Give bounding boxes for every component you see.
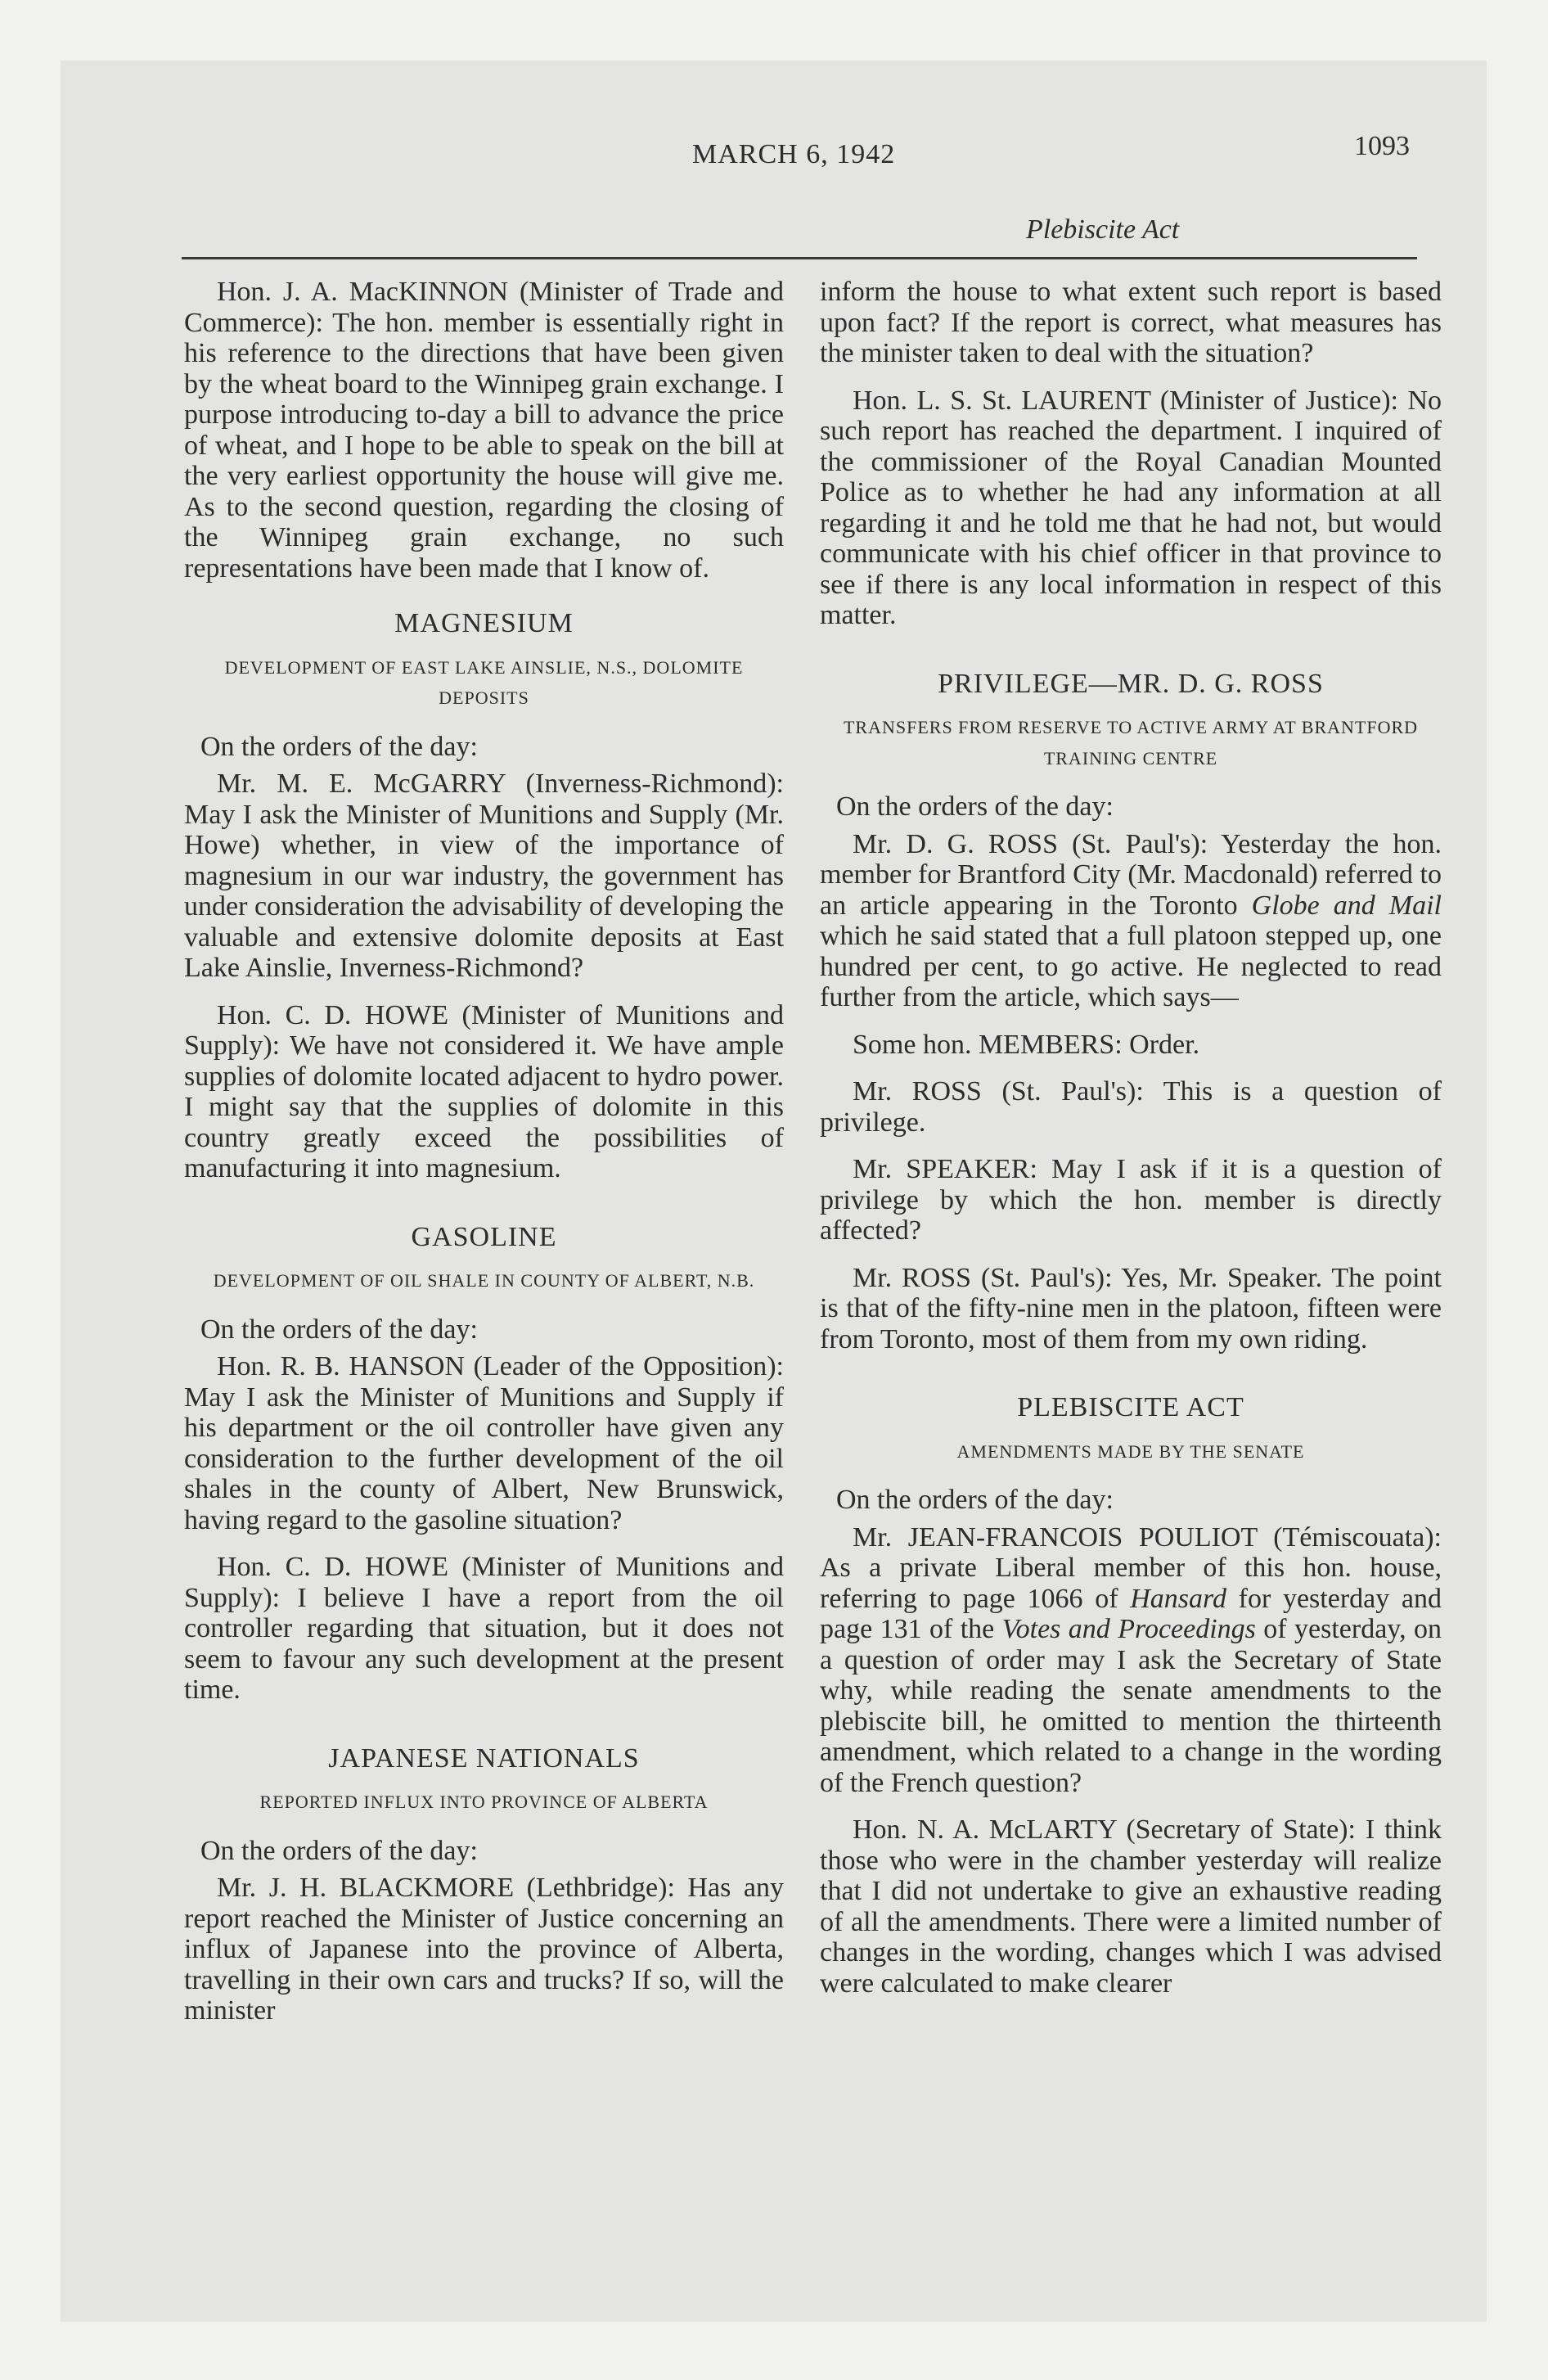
section-title-privilege: PRIVILEGE—MR. D. G. ROSS bbox=[938, 668, 1324, 699]
section-subtitle-plebiscite: AMENDMENTS MADE BY THE SENATE bbox=[956, 1440, 1305, 1462]
section-subtitle-japanese: REPORTED INFLUX INTO PROVINCE OF ALBERTA bbox=[259, 1792, 709, 1812]
hanson-question: Hon. R. B. HANSON (Leader of the Opposition): May I ask the Minister of Munitions and Supply if his department or the oil controller have given any consideration to the further development of the oil shales in the county of Albert, New Brunswick, having regard to the gasoline situation? bbox=[184, 1351, 784, 1535]
page-number: 1093 bbox=[1354, 131, 1410, 161]
howe-answer-gasoline: Hon. C. D. HOWE (Minister of Munitions and Supply): I believe I have a report from the oil controller regarding that situation, but it does not seem to favour any such development at the present time. bbox=[184, 1552, 784, 1705]
mcgarry-question: Mr. M. E. McGARRY (Inverness-Richmond): May I ask the Minister of Munitions and Supply (Mr. Howe) whether, in view of the importance of magnesium in our war industry, the government has under consideration the advisability of developing the valuable and extensive dolomite deposits at East Lake Ainslie, Inverness-Richmond? bbox=[184, 769, 784, 983]
newspaper-title: Globe and Mail bbox=[1251, 890, 1442, 921]
ross-privilege: Mr. ROSS (St. Paul's): This is a question of privilege. bbox=[820, 1076, 1442, 1138]
speaker-question: Mr. SPEAKER: May I ask if it is a question of privilege by which the hon. member is directly affected? bbox=[820, 1154, 1442, 1246]
orders-of-day: On the orders of the day: bbox=[200, 731, 478, 762]
hansard-title: Hansard bbox=[1130, 1583, 1226, 1614]
section-subtitle-magnesium: DEVELOPMENT OF EAST LAKE AINSLIE, N.S., DOLOMITE DEPOSITS bbox=[224, 656, 744, 708]
blackmore-question-continued: inform the house to what extent such report is based upon fact? If the report is correct, what measures has the minister taken to deal with the situation? bbox=[820, 277, 1442, 368]
pouliot-text: of yesterday, on a question of order may I ask the Secretary of State why, while reading the senate amendments to the plebiscite bill, he omitted to mention the thirteenth amendment, which related to a change in the wording of the French question? bbox=[820, 1614, 1442, 1798]
ross-reply: Mr. ROSS (St. Paul's): Yes, Mr. Speaker. The point is that of the fifty-nine men in the platoon, fifteen were from Toronto, most of them from my own riding. bbox=[820, 1262, 1442, 1355]
left-column bbox=[184, 277, 784, 2043]
section-title-magnesium: MAGNESIUM bbox=[394, 608, 574, 638]
header-subject: Plebiscite Act bbox=[1026, 214, 1180, 245]
blackmore-question: Mr. J. H. BLACKMORE (Lethbridge): Has any report reached the Minister of Justice concerning an influx of Japanese into the province of Alberta, travelling in their own cars and trucks? If so, will the minister bbox=[184, 1873, 784, 2026]
howe-answer-magnesium: Hon. C. D. HOWE (Minister of Munitions and Supply): We have not considered it. We have ample supplies of dolomite located adjacent to hydro power. I might say that the supplies of dolomite in this country greatly exceed the possibilities of manufacturing it into magnesium. bbox=[184, 999, 784, 1183]
header-rule bbox=[182, 257, 1417, 259]
orders-of-day: On the orders of the day: bbox=[200, 1314, 478, 1345]
section-subtitle-gasoline: DEVELOPMENT OF OIL SHALE IN COUNTY OF ALBERT, N.B. bbox=[213, 1270, 755, 1291]
pouliot-text: Mr. JEAN-FRANCOIS POULIOT (Témiscouata): As a private Liberal member of this hon. house, referring to page 1066 of bbox=[820, 1521, 1442, 1614]
pouliot-text: for yesterday and page 131 of the bbox=[820, 1583, 1442, 1644]
mclarty-answer: Hon. N. A. McLARTY (Secretary of State): I think those who were in the chamber yesterday will realize that I did not undertake to give an exhaustive reading of all the amendments. There were a limited number of changes in the wording, changes which I was advised were calculated to make clearer bbox=[820, 1814, 1442, 1999]
mackinnon-answer: Hon. J. A. MacKINNON (Minister of Trade and Commerce): The hon. member is essentially right in his reference to the directions that have been given by the wheat board to the Winnipeg grain exchange. I purpose introducing to-day a bill to advance the price of wheat, and I hope to be able to speak on the bill at the very earliest opportunity the house will give me. As to the second question, regarding the closing of the Winnipeg grain exchange, no such representations have been made that I know of. bbox=[184, 277, 784, 584]
ross-statement-text: which he said stated that a full platoon stepped up, one hundred per cent, to go active. He neglected to read further from the article, which says— bbox=[820, 921, 1442, 1012]
orders-of-day: On the orders of the day: bbox=[200, 1835, 478, 1866]
ross-statement bbox=[820, 829, 1442, 1013]
right-column bbox=[820, 277, 1442, 2015]
section-title-gasoline: GASOLINE bbox=[411, 1221, 557, 1252]
votes-proceedings-title: Votes and Proceedings bbox=[1001, 1614, 1256, 1644]
section-title-japanese: JAPANESE NATIONALS bbox=[328, 1742, 640, 1774]
ross-statement-text: Mr. D. G. ROSS (St. Paul's): Yesterday the hon. member for Brantford City (Mr. Macdonald) referred to an article appearing in the Toronto bbox=[820, 828, 1442, 921]
pouliot-question bbox=[820, 1522, 1442, 1799]
orders-of-day: On the orders of the day: bbox=[836, 1485, 1114, 1515]
orders-of-day: On the orders of the day: bbox=[836, 791, 1114, 822]
section-title-plebiscite: PLEBISCITE ACT bbox=[1017, 1392, 1244, 1422]
members-order: Some hon. MEMBERS: Order. bbox=[853, 1029, 1200, 1060]
st-laurent-answer: Hon. L. S. St. LAURENT (Minister of Justice): No such report has reached the department. I inquired of the commissioner of the Royal Canadian Mounted Police as to whether he had any information at all regarding it and he told me that he had not, but would communicate with his chief officer in that province to see if there is any local information in respect of this matter. bbox=[820, 385, 1442, 630]
header-date: MARCH 6, 1942 bbox=[692, 139, 896, 169]
section-subtitle-privilege: TRANSFERS FROM RESERVE TO ACTIVE ARMY AT BRANTFORD TRAINING CENTRE bbox=[843, 717, 1419, 769]
